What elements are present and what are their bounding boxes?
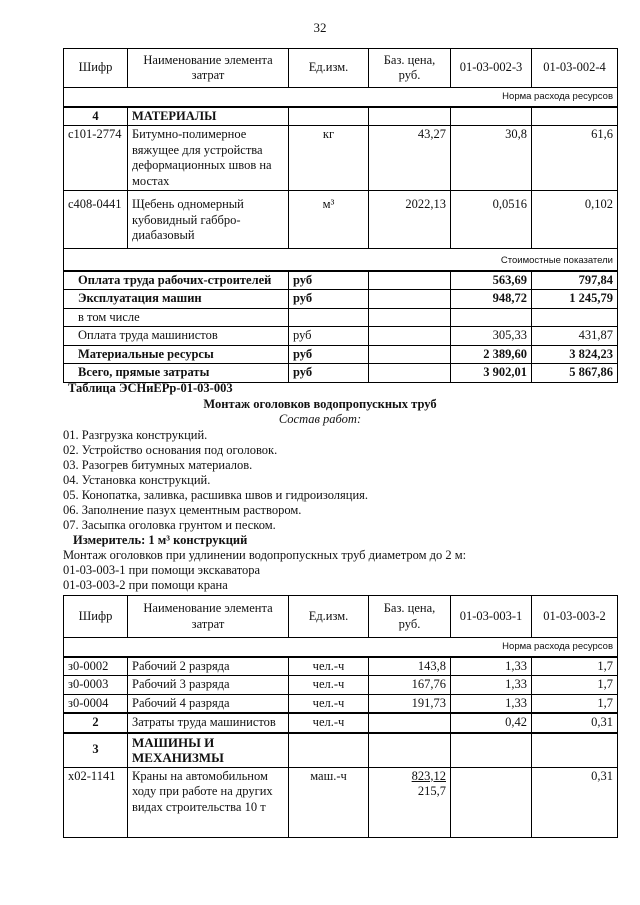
cost-name: Эксплуатация машин	[64, 290, 289, 309]
row-value-b: 61,6	[532, 126, 618, 191]
meter: Измеритель: 1 м³ конструкций	[73, 533, 248, 547]
norm-label: Норма расхода ресурсов	[64, 88, 618, 107]
header-col-b: 01-03-003-2	[532, 596, 618, 638]
table-row	[64, 694, 618, 713]
row-value-a: 1,33	[451, 657, 532, 676]
cost-name: Оплата труда рабочих-строителей	[64, 271, 289, 290]
cost-name: Оплата труда машинистов	[64, 327, 289, 346]
cost-value-b: 5 867,86	[532, 364, 618, 383]
cost-row	[64, 327, 618, 346]
row-name: Затраты труда машинистов	[128, 713, 289, 733]
row-value-b: 1,7	[532, 676, 618, 695]
header-name: Наименование элемента затрат	[128, 49, 289, 88]
description: Монтаж оголовков при удлинении водопропускных труб диаметром до 2 м:	[63, 548, 467, 562]
cost-value-b: 431,87	[532, 327, 618, 346]
variant: 01-03-003-2 при помощи крана	[63, 578, 228, 592]
row-value-b: 0,31	[532, 713, 618, 733]
row-name: Рабочий 4 разряда	[128, 694, 289, 713]
row-unit: кг	[289, 126, 369, 191]
cost-row	[64, 345, 618, 364]
resource-table-1	[63, 48, 618, 383]
header-name: Наименование элемента затрат	[128, 596, 289, 638]
section-number: 4	[64, 107, 128, 126]
list-item: 06. Заполнение пазух цементным раствором.	[63, 503, 302, 517]
row-code: з0-0002	[64, 657, 128, 676]
header-col-a: 01-03-003-1	[451, 596, 532, 638]
row-value-a	[451, 767, 532, 837]
section-title: МАТЕРИАЛЫ	[128, 107, 289, 126]
table-row	[64, 126, 618, 191]
header-price: Баз. цена, руб.	[369, 596, 451, 638]
row-value-a: 0,0516	[451, 191, 532, 249]
table-row	[64, 713, 618, 733]
header-unit: Ед.изм.	[289, 596, 369, 638]
row-code: з0-0003	[64, 676, 128, 695]
variant: 01-03-003-1 при помощи экскаватора	[63, 563, 261, 577]
table-row	[64, 676, 618, 695]
row-unit: маш.-ч	[289, 767, 369, 837]
work-steps	[63, 428, 466, 593]
cost-name: Всего, прямые затраты	[64, 364, 289, 383]
section-title: МАШИНЫ И МЕХАНИЗМЫ	[128, 733, 289, 768]
row-value-a: 1,33	[451, 694, 532, 713]
table-row	[64, 767, 618, 837]
row-unit: чел.-ч	[289, 713, 369, 733]
cost-row	[64, 290, 618, 309]
cost-unit: руб	[289, 271, 369, 290]
row-code: с101-2774	[64, 126, 128, 191]
norm-label: Норма расхода ресурсов	[64, 638, 618, 657]
cost-name: Материальные ресурсы	[64, 345, 289, 364]
list-item: 04. Установка конструкций.	[63, 473, 211, 487]
list-item: 05. Конопатка, заливка, расшивка швов и гидроизоляция.	[63, 488, 369, 502]
list-item: 02. Устройство основания под оголовок.	[63, 443, 278, 457]
row-price: 2022,13	[369, 191, 451, 249]
row-price: 191,73	[369, 694, 451, 713]
row-value-a: 30,8	[451, 126, 532, 191]
cost-row	[64, 308, 618, 327]
row-price: 43,27	[369, 126, 451, 191]
table-number: Таблица ЭСНиЕРр-01-03-003	[68, 381, 233, 395]
list-item: 01. Разгрузка конструкций.	[63, 428, 208, 442]
cost-name: в том числе	[64, 308, 289, 327]
price-secondary: 215,7	[417, 784, 446, 798]
row-unit: чел.-ч	[289, 657, 369, 676]
header-col-b: 01-03-002-4	[532, 49, 618, 88]
row-value-b: 0,102	[532, 191, 618, 249]
section-header-row	[64, 733, 618, 768]
list-item: 03. Разогрев битумных материалов.	[63, 458, 253, 472]
row-value-b: 1,7	[532, 657, 618, 676]
cost-value-b: 3 824,23	[532, 345, 618, 364]
cost-unit: руб	[289, 345, 369, 364]
cost-value-b: 797,84	[532, 271, 618, 290]
cost-value-a: 2 389,60	[451, 345, 532, 364]
section-number: 2	[64, 713, 128, 733]
row-name: Щебень одномерный кубовидный габбро-диабазовый	[128, 191, 289, 249]
row-unit: чел.-ч	[289, 694, 369, 713]
row-price	[369, 767, 451, 837]
header-code: Шифр	[64, 596, 128, 638]
row-value-b: 1,7	[532, 694, 618, 713]
header-unit: Ед.изм.	[289, 49, 369, 88]
row-code: з0-0004	[64, 694, 128, 713]
cost-value-a: 305,33	[451, 327, 532, 346]
header-col-a: 01-03-002-3	[451, 49, 532, 88]
cost-row	[64, 271, 618, 290]
table-row	[64, 191, 618, 249]
row-price: 167,76	[369, 676, 451, 695]
row-value-a: 0,42	[451, 713, 532, 733]
header-code: Шифр	[64, 49, 128, 88]
table-row	[64, 657, 618, 676]
section-number: 3	[64, 733, 128, 768]
cost-label: Стоимостные показатели	[64, 249, 618, 271]
resource-table-2	[63, 595, 618, 838]
cost-unit: руб	[289, 290, 369, 309]
cost-row	[64, 364, 618, 383]
row-name: Битумно-полимерное вяжущее для устройства деформационных швов на мостах	[128, 126, 289, 191]
cost-unit: руб	[289, 364, 369, 383]
row-value-b: 0,31	[532, 767, 618, 837]
cost-value-b: 1 245,79	[532, 290, 618, 309]
list-item: 07. Засыпка оголовка грунтом и песком.	[63, 518, 276, 532]
row-code: с408-0441	[64, 191, 128, 249]
row-value-a: 1,33	[451, 676, 532, 695]
composition-heading: Состав работ:	[278, 412, 362, 426]
row-code: х02-1141	[64, 767, 128, 837]
page-number: 32	[313, 20, 327, 35]
cost-value-a: 563,69	[451, 271, 532, 290]
header-price: Баз. цена, руб.	[369, 49, 451, 88]
cost-value-a: 3 902,01	[451, 364, 532, 383]
row-price: 143,8	[369, 657, 451, 676]
cost-unit: руб	[289, 327, 369, 346]
row-name: Рабочий 3 разряда	[128, 676, 289, 695]
price-primary: 823,12	[411, 768, 446, 783]
row-unit: м³	[289, 191, 369, 249]
section-title: Монтаж оголовков водопропускных труб	[203, 397, 437, 411]
row-name: Рабочий 2 разряда	[128, 657, 289, 676]
row-name: Краны на автомобильном ходу при работе на других видах строительства 10 т	[128, 767, 289, 837]
row-unit: чел.-ч	[289, 676, 369, 695]
cost-value-a: 948,72	[451, 290, 532, 309]
